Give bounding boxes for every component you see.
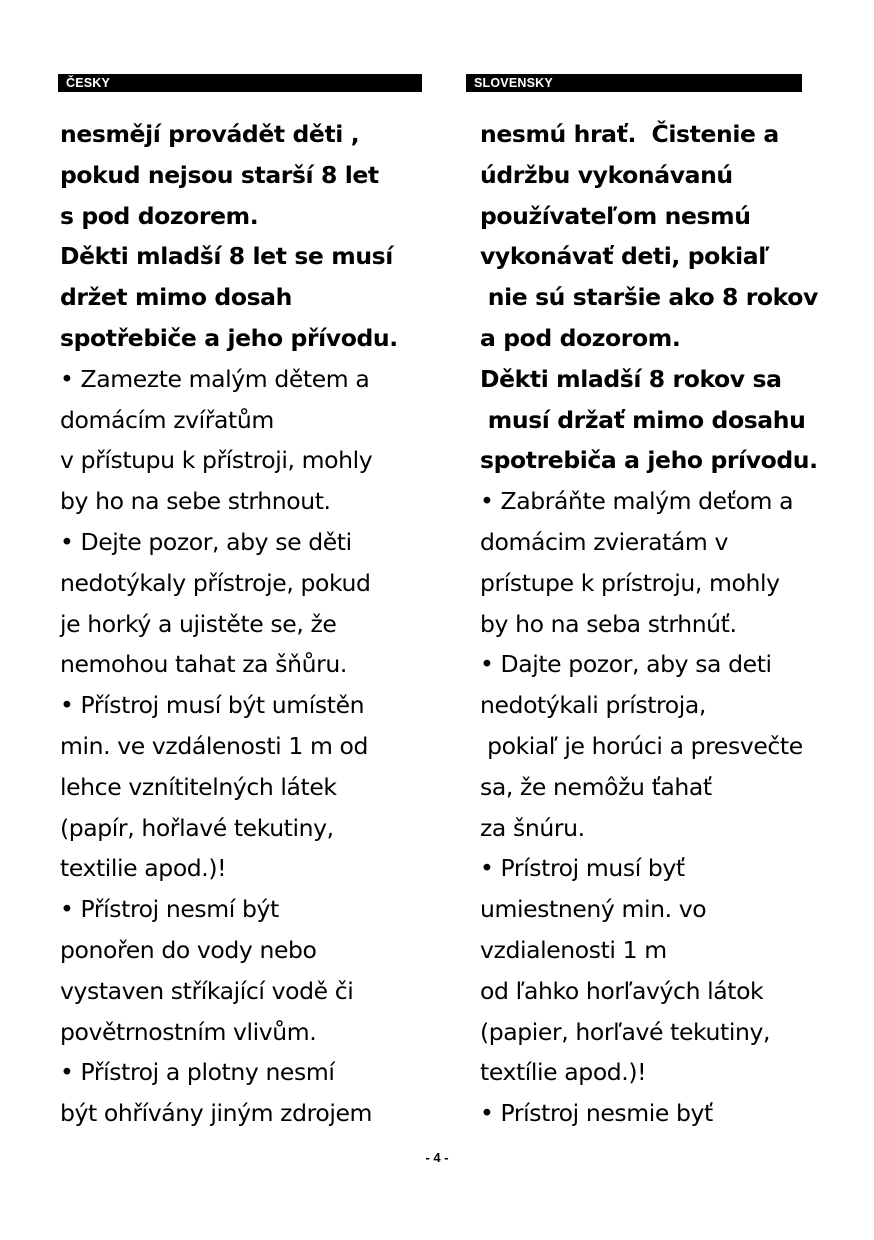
text-line: sa, že nemôžu ťahať [480,772,712,801]
text-line: používateľom nesmú [480,201,751,230]
text-line: textilie apod.)! [60,854,227,883]
text-line: údržbu vykonávanú [480,160,733,189]
text-line: • Dejte pozor, aby se děti [60,527,352,556]
text-line: vykonávať deti, pokiaľ [480,242,770,271]
text-line: min. ve vzdálenosti 1 m od [60,731,369,760]
text-line: spotrebiča a jeho prívodu. [480,446,818,475]
text-line: povětrnostním vlivům. [60,1017,317,1046]
text-line: • Zabráňte malým deťom a [480,487,794,516]
text-line: v přístupu k přístroji, mohly [60,446,373,475]
text-line: být ohřívány jiným zdrojem [60,1099,373,1128]
text-line: vystaven stříkající vodě či [60,976,354,1005]
text-line: nedotýkali prístroja, [480,691,706,720]
text-line: • Přístroj nesmí být [60,895,279,924]
text-line: nemohou tahat za šňůru. [60,650,347,679]
text-line: Děkti mladší 8 rokov sa [480,364,782,393]
page-number: - 4 - [425,1150,449,1165]
text-line: • Prístroj musí byť [480,854,685,883]
section-header-slovak: SLOVENSKY [466,74,802,92]
text-line: spotřebiče a jeho přívodu. [60,323,398,352]
text-line: (papír, hořlavé tekutiny, [60,813,334,842]
text-line: umiestnený min. vo [480,895,707,924]
text-line: za šnúru. [480,813,585,842]
text-line: držet mimo dosah [60,283,292,312]
text-line: pokiaľ je horúci a presvečte [480,731,803,760]
text-line: nie sú staršie ako 8 rokov [480,283,818,312]
text-line: • Zamezte malým dětem a [60,364,370,393]
text-line: • Prístroj nesmie byť [480,1099,713,1128]
text-line: je horký a ujistěte se, že [60,609,337,638]
text-line: • Přístroj a plotny nesmí [60,1058,335,1087]
text-line: domácim zvieratám v [480,527,728,556]
text-line: pokud nejsou starší 8 let [60,160,379,189]
text-line: Děkti mladší 8 let se musí [60,242,393,271]
text-line: nedotýkaly přístroje, pokud [60,568,371,597]
text-line: (papier, horľavé tekutiny, [480,1017,771,1046]
text-line: a pod dozorom. [480,323,681,352]
text-line: vzdialenosti 1 m [480,935,667,964]
text-line: nesmú hrať. Čistenie a [480,120,779,148]
text-line: by ho na sebe strhnout. [60,487,331,516]
text-line: domácím zvířatům [60,405,274,434]
section-header-czech: ČESKY [58,74,422,92]
text-line: prístupe k prístroju, mohly [480,568,780,597]
text-line: • Dajte pozor, aby sa deti [480,650,772,679]
slovak-text-column [480,114,874,1134]
text-line: lehce vznítitelných látek [60,772,337,801]
text-line: nesmějí provádět děti , [60,120,360,148]
czech-text-column [60,114,440,1134]
text-line: musí držať mimo dosahu [480,405,806,434]
text-line: ponořen do vody nebo [60,935,317,964]
text-line: • Přístroj musí být umístěn [60,691,365,720]
text-line: od ľahko horľavých látok [480,976,764,1005]
text-line: by ho na seba strhnúť. [480,609,737,638]
text-line: s pod dozorem. [60,201,259,230]
text-line: textílie apod.)! [480,1058,647,1087]
